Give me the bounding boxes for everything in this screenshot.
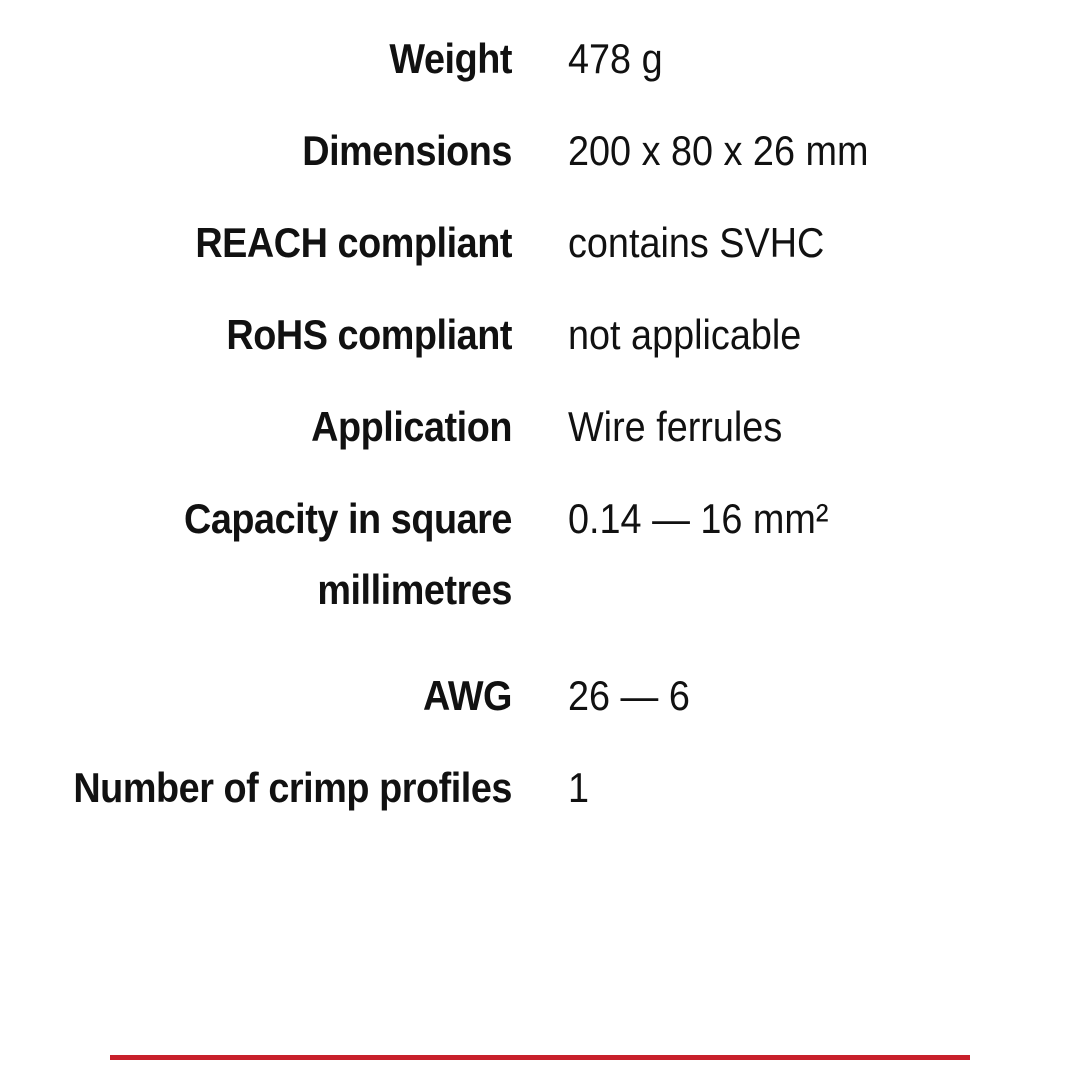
spec-label: RoHS compliant [226, 311, 512, 358]
spec-row-application [0, 398, 1080, 450]
spec-label: Number of crimp profiles [73, 764, 513, 811]
spec-value: 0.14 — 16 mm² [568, 495, 829, 542]
spec-label: Dimensions [302, 127, 512, 174]
spec-label: AWG [423, 672, 512, 719]
spec-table [0, 30, 1080, 865]
spec-value: 1 [568, 764, 590, 811]
spec-value: 26 — 6 [568, 672, 690, 719]
spec-label: Capacity in square millimetres [183, 495, 512, 613]
spec-row-dimensions [0, 122, 1080, 174]
spec-label: REACH compliant [195, 219, 512, 266]
spec-value: 478 g [568, 35, 663, 82]
spec-row-reach [0, 214, 1080, 266]
spec-label: Weight [389, 35, 512, 82]
spec-row-weight [0, 30, 1080, 82]
spec-value: not applicable [568, 311, 802, 358]
accent-divider [110, 1055, 970, 1060]
spec-value: 200 x 80 x 26 mm [568, 127, 869, 174]
spec-value: Wire ferrules [568, 403, 783, 450]
spec-row-capacity [0, 490, 1080, 625]
spec-row-crimp-profiles [0, 759, 1080, 823]
spec-value: contains SVHC [568, 219, 825, 266]
spec-label: Application [311, 403, 512, 450]
spec-row-awg [0, 667, 1080, 719]
spec-row-rohs [0, 306, 1080, 358]
